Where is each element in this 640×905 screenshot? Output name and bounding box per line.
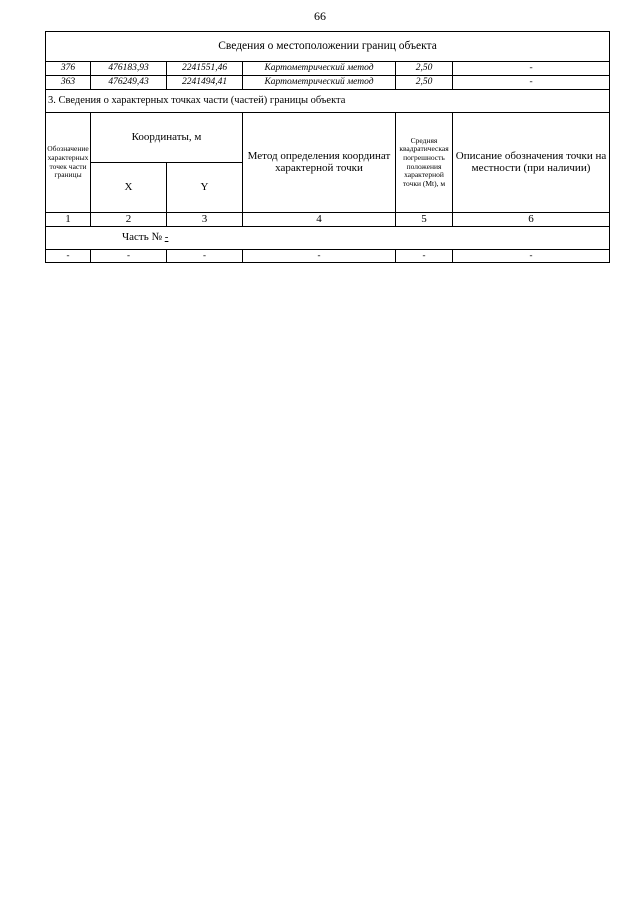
empty-cell: - [243,250,396,263]
header-coordinates: Координаты, м [91,113,243,163]
column-number: 5 [396,213,453,227]
table-title: Сведения о местоположении границ объекта [46,32,610,62]
point-y: 2241551,46 [167,62,243,76]
header-x: X [91,163,167,213]
part-row [46,227,610,250]
empty-cell: - [167,250,243,263]
point-name: 376 [46,62,91,76]
column-number: 2 [91,213,167,227]
empty-cell: - [46,250,91,263]
table-row [46,62,610,76]
column-number: 1 [46,213,91,227]
table-row [46,76,610,90]
part-label: Часть № [122,231,162,244]
table-row [46,250,610,263]
point-x: 476183,93 [91,62,167,76]
column-numbers-row [46,213,610,227]
point-name: 363 [46,76,91,90]
point-method: Картометрический метод [243,62,396,76]
section-3-title: 3. Сведения о характерных точках части (частей) границы объекта [46,90,610,113]
header-mean-error: Средняя квадратическая погрешность положения характерной точки (Mt), м [396,113,453,213]
point-description: - [453,76,610,90]
header-method: Метод определения координат характерной точки [243,113,396,213]
point-y: 2241494,41 [167,76,243,90]
header-description: Описание обозначения точки на местности (при наличии) [453,113,610,213]
empty-cell: - [453,250,610,263]
column-number: 3 [167,213,243,227]
point-x: 476249,43 [91,76,167,90]
column-number: 6 [453,213,610,227]
point-description: - [453,62,610,76]
header-point-designation: Обозначение характерных точек части границы [46,113,91,213]
point-error: 2,50 [396,76,453,90]
empty-cell: - [396,250,453,263]
boundary-table [45,31,610,263]
empty-cell: - [91,250,167,263]
part-number: - [164,231,169,244]
header-y: Y [167,163,243,213]
page-number: 66 [314,9,326,23]
point-method: Картометрический метод [243,76,396,90]
column-number: 4 [243,213,396,227]
point-error: 2,50 [396,62,453,76]
